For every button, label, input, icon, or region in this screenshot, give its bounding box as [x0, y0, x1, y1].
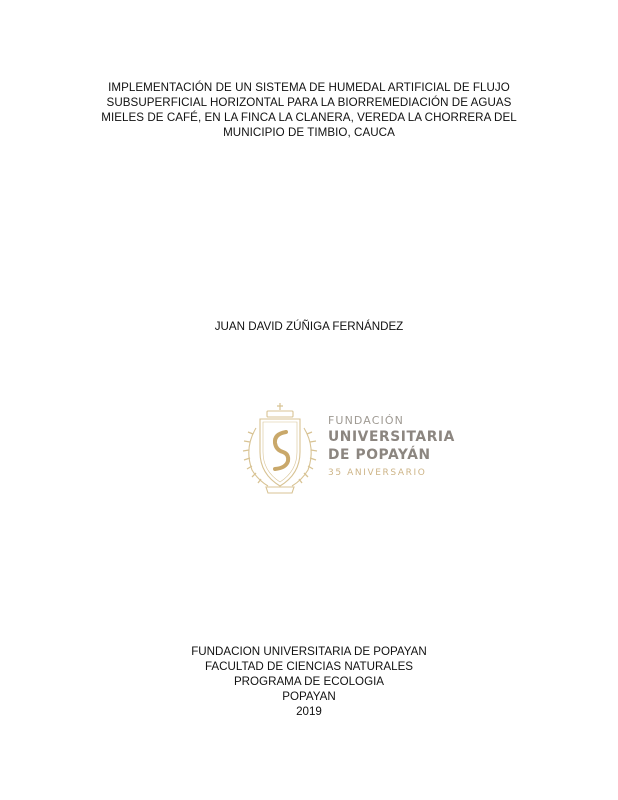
title-line-3: MIELES DE CAFÉ, EN LA FINCA LA CLANERA, VEREDA LA CHORRERA DEL [101, 111, 517, 124]
university-wordmark [328, 413, 458, 480]
footer-line-1: FUNDACION UNIVERSITARIA DE POPAYAN [191, 645, 427, 658]
title-line-4: MUNICIPIO DE TIMBIO, CAUCA [223, 126, 395, 139]
wordmark-line-1: FUNDACIÓN [328, 414, 404, 427]
institution-footer [0, 644, 618, 719]
title-line-2: SUBSUPERFICIAL HORIZONTAL PARA LA BIORREMEDIACIÓN DE AGUAS [106, 96, 512, 109]
footer-line-5: 2019 [296, 705, 322, 718]
footer-line-2: FACULTAD DE CIENCIAS NATURALES [204, 660, 414, 673]
wordmark-line-3: DE POPAYÁN [328, 447, 431, 463]
author-name: JUAN DAVID ZÚÑIGA FERNÁNDEZ [214, 320, 404, 333]
footer-line-4: POPAYAN [282, 690, 336, 703]
footer-line-3: PROGRAMA DE ECOLOGIA [233, 675, 385, 688]
wordmark-line-4: 35 ANIVERSARIO [328, 468, 427, 478]
wordmark-line-2: UNIVERSITARIA [328, 429, 455, 445]
document-title [90, 80, 528, 140]
title-line-1: IMPLEMENTACIÓN DE UN SISTEMA DE HUMEDAL ARTIFICIAL DE FLUJO [108, 81, 510, 94]
